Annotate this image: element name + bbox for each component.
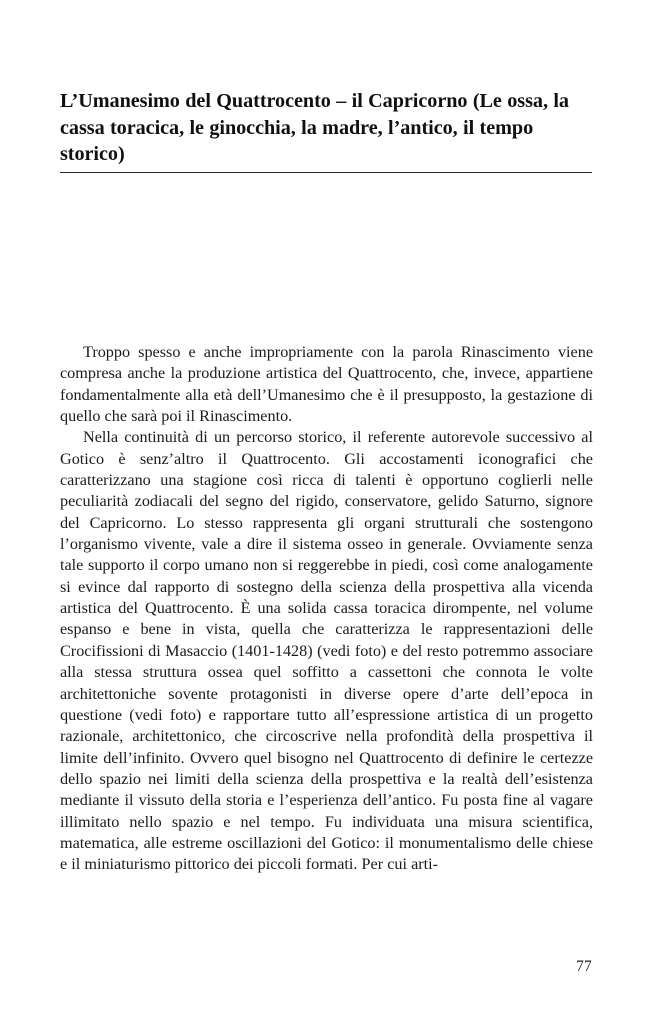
body-text-column bbox=[60, 342, 593, 876]
page-title: L’Umanesimo del Quattrocento – il Capricorno (Le ossa, la cassa toracica, le ginocchia, la madre, l’antico, il tempo storico) bbox=[60, 90, 569, 166]
title-divider bbox=[60, 172, 592, 173]
page-number: 77 bbox=[576, 958, 592, 975]
body-paragraph-2: Nella continuità di un percorso storico, il referente autorevole successivo al Gotico è senz’altro il Quattrocento. Gli accostamenti iconografici che caratterizzano una stagione così ricca di talenti è opportuno coglierli nelle peculiarità zodiacali del segno del rigido, conservatore, gelido Saturno, signore del Capricorno. Lo stesso rappresenta gli organi strutturali che sostengono l’organismo vivente, vale a dire il sistema osseo in generale. Ovviamente senza tale supporto il corpo umano non si reggerebbe in piedi, così come analogamente si evince dal rapporto di sostegno della scienza della prospettiva alla vicenda artistica del Quattrocento. È una solida cassa toracica dirompente, nel volume espanso e bene in vista, quella che caratterizza le rappresentazioni delle Crocifissioni di Masaccio (1401-1428) (vedi foto) e del resto potremmo associare alla stessa struttura ossea quel soffitto a cassettoni che connota le volte architettoniche sovente protagonisti in diverse opere d’arte dell’epoca in questione (vedi foto) e rapportare tutto all’espressione artistica di un progetto razionale, architettonico, che circoscrive nella profondità della prospettiva il limite dell’infinito. Ovvero quel bisogno nel Quattrocento di definire le certezze dello spazio nei limiti della scienza della prospettiva e la realtà dell’esistenza mediante il vissuto della storia e l’esperienza dell’antico. Fu posta fine al vagare illimitato nello spazio e nel tempo. Fu individuata una misura scientifica, matematica, alle estreme oscillazioni del Gotico: il monumentalismo delle chiese e il miniaturismo pittorico dei piccoli formati. Per cui arti- bbox=[60, 428, 593, 874]
body-paragraph-1: Troppo spesso e anche impropriamente con la parola Rinascimento viene compresa anche la produzione artistica del Quattrocento, che, invece, appartiene fondamentalmente alla età dell’Umanesimo che è il presupposto, la gestazione di quello che sarà poi il Rinascimento. bbox=[60, 343, 593, 426]
chapter-heading bbox=[60, 88, 593, 168]
